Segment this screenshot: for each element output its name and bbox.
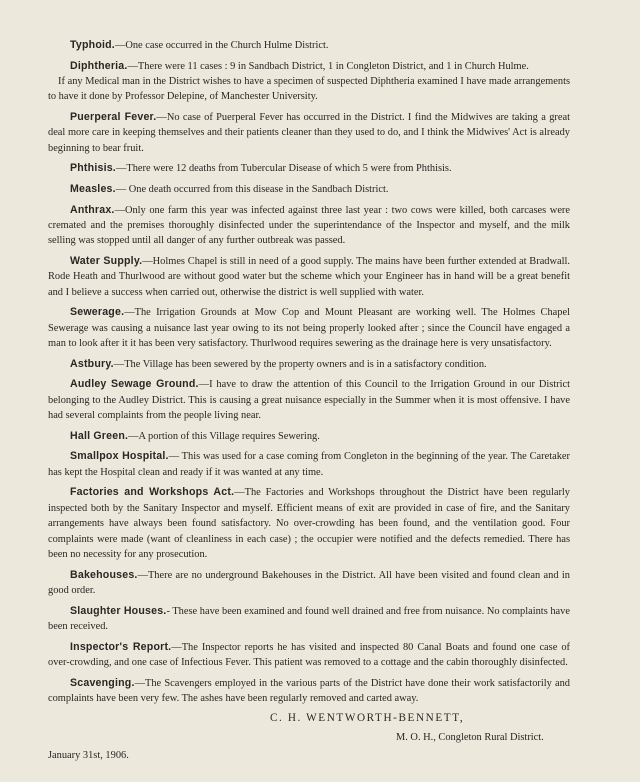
paragraph-heading: Water Supply. (70, 255, 143, 267)
paragraph-heading: Phthisis. (70, 162, 116, 175)
signature-title: M. O. H., Congleton Rural District. (396, 732, 544, 744)
paragraph-text: —Holmes Chapel is still in need of a good supply. The mains have been further extended at Bradwall. Rode Heath and Thurlwood are without good water but the scheme which your Engineer has in hand will be a great benefit and I believe a success when carried out, otherwise the district is well supplied with water. (48, 256, 570, 298)
paragraph-text: —I have to draw the attention of this Council to the Irrigation Ground in our District belonging to the Audley District. This is causing a great nuisance especially in the Summer when it is most offensive. I have had several complaints from the people living near. (48, 379, 570, 422)
paragraph-text: —One case occurred in the Church Hulme District. (114, 40, 329, 51)
report-paragraph (48, 59, 570, 74)
report-paragraph (48, 640, 570, 671)
report-paragraph (48, 429, 570, 444)
paragraph-text: —Only one farm this year was infected against three last year : two cows were killed, both carcases were cremated and the premises thoroughly disinfected under the superintendance of the Inspector and myself, and the milk selling was stopped until all danger of any further outbreak was passed. (48, 204, 570, 247)
paragraph-text: — One death occurred from this disease in the Sandbach District. (115, 184, 389, 195)
paragraph-heading: Measles. (70, 183, 116, 195)
paragraph-text: —A portion of this Village requires Sewering. (128, 430, 320, 442)
report-paragraph (48, 568, 570, 599)
paragraph-heading: Hall Green. (70, 429, 129, 442)
paragraph-heading: Bakehouses. (70, 568, 138, 581)
paragraph-text: - These have been examined and found well drained and free from nuisance. No complaints have been received. (48, 605, 570, 633)
paragraph-text: —No case of Puerperal Fever has occurred in the District. I find the Midwives are taking a great deal more care in keeping themselves and their patients cleaner than they used to do, and I think the Midwives' Act is already beginning to bear fruit. (48, 112, 570, 154)
paragraph-text: —There are no underground Bakehouses in the District. All have been visited and found clean and in good order. (48, 569, 570, 597)
paragraph-text: —There were 12 deaths from Tubercular Disease of which 5 were from Phthisis. (115, 163, 452, 175)
report-body (48, 38, 570, 706)
report-paragraph (48, 305, 570, 351)
report-paragraph (48, 182, 570, 197)
report-paragraph (48, 357, 570, 372)
paragraph-heading: Typhoid. (70, 39, 115, 51)
report-paragraph (48, 110, 570, 156)
paragraph-text: —The Inspector reports he has visited and inspected 80 Canal Boats and found one case of over-crowding, and one case of Infectious Fever. This patient was removed to a cottage and the cabin thoroughly disinfected. (48, 641, 570, 669)
paragraph-heading: Sewerage. (70, 306, 125, 319)
report-paragraph (48, 377, 570, 423)
paragraph-heading: Smallpox Hospital. (70, 450, 169, 463)
paragraph-heading: Audley Sewage Ground. (70, 378, 199, 391)
paragraph-text: If any Medical man in the District wishes to have a specimen of suspected Diphtheria examined I have made arrangements to have it done by Professor Delepine, of Manchester University. (48, 76, 570, 103)
paragraph-heading: Puerperal Fever. (70, 111, 157, 123)
report-paragraph (48, 604, 570, 635)
report-paragraph (48, 203, 570, 249)
report-paragraph (48, 676, 570, 707)
paragraph-heading: Factories and Workshops Act. (70, 486, 235, 499)
report-date: January 31st, 1906. (48, 750, 129, 761)
paragraph-text: —The Village has been sewered by the property owners and is in a satisfactory condition. (113, 358, 487, 370)
paragraph-heading: Astbury. (70, 357, 114, 370)
report-paragraph (48, 74, 570, 105)
paragraph-text: — This was used for a case coming from Congleton in the beginning of the year. The Caretaker has kept the Hospital clean and ready if it was wanted at any time. (48, 451, 570, 478)
paragraph-text: —The Factories and Workshops throughout the District have been regularly inspected both by the Sanitary Inspector and myself. Efficient means of exit are provided in case of fire, and the Sanitary arrangements have always been found satisfactory. No over-crowding has been found, and the ventilation good. Four complaints were made (want of cleanliness in each case) ; the occupier were notified and the defects remedied. There has been no necessity for any prosecution. (48, 487, 570, 561)
paragraph-heading: Inspector's Report. (70, 640, 172, 653)
paragraph-heading: Diphtheria. (70, 59, 128, 72)
report-paragraph (48, 254, 570, 300)
report-paragraph (48, 161, 570, 176)
paragraph-text: —There were 11 cases : 9 in Sandbach District, 1 in Congleton District, and 1 in Church Hulme. (127, 60, 529, 72)
report-paragraph (48, 38, 570, 53)
paragraph-heading: Slaughter Houses. (70, 604, 167, 617)
paragraph-text: —The Scavengers employed in the various parts of the District have done their work satisfactorily and complaints have been very few. The ashes have been regularly removed and carted away. (48, 677, 570, 705)
signature-name: C. H. WENTWORTH-BENNETT, (270, 712, 465, 725)
report-paragraph (48, 485, 570, 562)
paragraph-heading: Scavenging. (70, 676, 135, 689)
report-paragraph (48, 449, 570, 480)
paragraph-heading: Anthrax. (70, 203, 115, 216)
paragraph-text: —The Irrigation Grounds at Mow Cop and Mount Pleasant are working well. The Holmes Chapel Sewerage was causing a nuisance last year owing to its not being properly looked after ; since the Council have engaged a man to look after it it has been very satisfactory. Thurlwood requires sewering as the drainage here is very unsatisfactory. (48, 307, 570, 350)
